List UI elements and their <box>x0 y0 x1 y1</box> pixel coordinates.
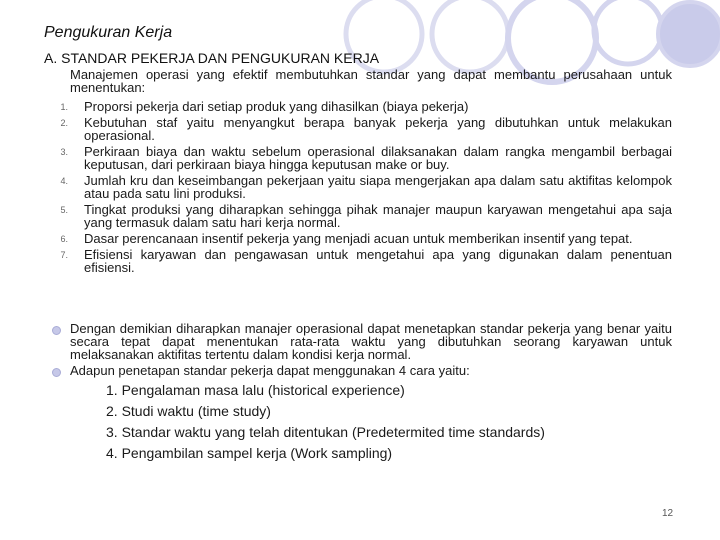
bullet-dot-icon <box>52 368 61 377</box>
deco-circle-4 <box>594 0 662 64</box>
item-text: Kebutuhan staf yaitu menyangkut berapa banyak pekerja yang dibutuhkan untuk melakukan operasional. <box>84 115 672 143</box>
bullet-text: Adapun penetapan standar pekerja dapat menggunakan 4 cara yaitu: <box>70 363 470 378</box>
list-item <box>50 116 672 142</box>
item-number: 3. <box>60 147 68 157</box>
item-number: 7. <box>60 250 68 260</box>
deco-circle-2 <box>432 0 508 72</box>
bullet-dot-icon <box>52 326 61 335</box>
methods-list <box>86 381 672 462</box>
list-item <box>50 145 672 171</box>
item-number: 2. <box>60 118 68 128</box>
item-number: 4. <box>60 176 68 186</box>
item-number: 1. <box>60 102 68 112</box>
list-item <box>50 203 672 229</box>
deco-circle-5 <box>658 2 720 66</box>
item-number: 5. <box>60 205 68 215</box>
method-item: 4. Pengambilan sampel kerja (Work sampling) <box>106 445 393 461</box>
list-item <box>50 248 672 274</box>
item-text: Tingkat produksi yang diharapkan sehingga pihak manajer maupun karyawan mengetahui apa saja yang termasuk dalam satu hari kerja normal. <box>84 202 672 230</box>
bullet-item <box>50 322 672 361</box>
bullet-list <box>50 322 672 465</box>
intro-paragraph: Manajemen operasi yang efektif membutuhkan standar yang dapat membantu perusahaan untuk menentukan: <box>70 67 672 95</box>
bullet-text: Dengan demikian diharapkan manajer operasional dapat menetapkan standar pekerja yang benar yaitu secara tepat dapat menentukan rata-rata waktu yang dibutuhkan seorang karyawan untuk melaksanakan aktifitas tertentu dalam kondisi kerja normal. <box>70 321 672 362</box>
list-item <box>50 100 672 113</box>
item-text: Efisiensi karyawan dan pengawasan untuk mengetahui apa yang digunakan dalam penentuan efisiensi. <box>84 247 672 275</box>
slide-title: Pengukuran Kerja <box>44 24 173 41</box>
item-text: Perkiraan biaya dan waktu sebelum operasional dilaksanakan dalam rangka mengambil berbagai keputusan, dari perkiraan biaya hingga keputusan make or buy. <box>84 144 672 172</box>
method-item: 3. Standar waktu yang telah ditentukan (Predetermited time standards) <box>106 424 545 440</box>
item-text: Jumlah kru dan keseimbangan pekerjaan yaitu siapa mengerjakan apa dalam satu aktifitas kelompok atau pada satu lini produksi. <box>84 173 672 201</box>
item-text: Dasar perencanaan insentif pekerja yang menjadi acuan untuk memberikan insentif yang tepat. <box>84 231 633 246</box>
item-text: Proporsi pekerja dari setiap produk yang dihasilkan (biaya pekerja) <box>84 99 469 114</box>
bullet-item <box>50 364 672 462</box>
method-item: 1. Pengalaman masa lalu (historical experience) <box>106 382 405 398</box>
list-item <box>50 232 672 245</box>
item-number: 6. <box>60 234 68 244</box>
method-item: 2. Studi waktu (time study) <box>106 403 271 419</box>
page-number: 12 <box>662 508 674 519</box>
requirements-list <box>50 100 672 277</box>
section-heading: A. STANDAR PEKERJA DAN PENGUKURAN KERJA <box>44 50 380 66</box>
list-item <box>50 174 672 200</box>
